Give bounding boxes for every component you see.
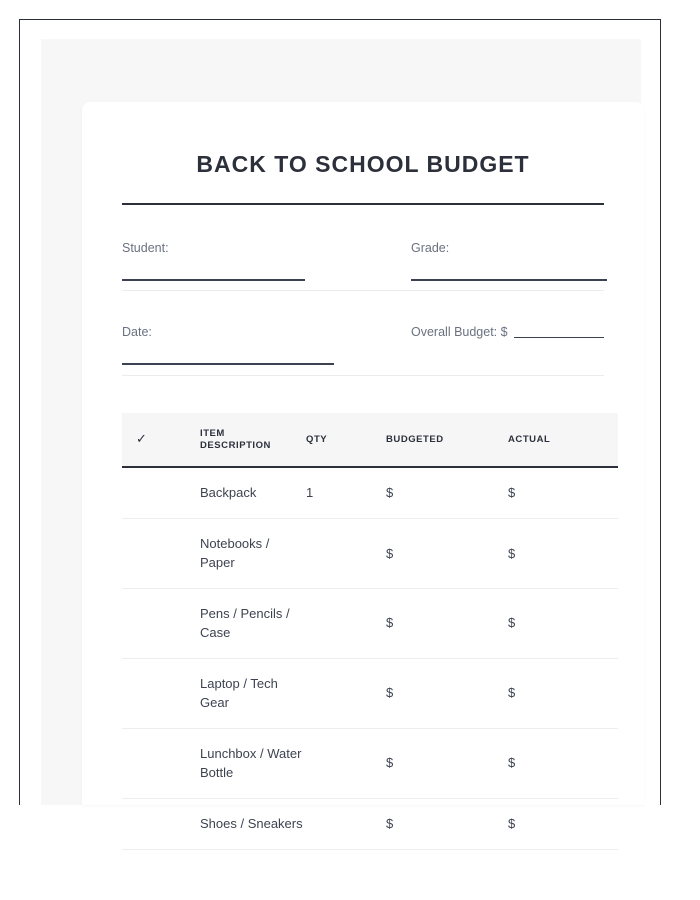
cell-budgeted[interactable]: $ bbox=[386, 589, 508, 659]
budget-table-header bbox=[122, 413, 618, 467]
document-viewport-frame bbox=[19, 19, 661, 831]
cell-item: Shoes / Sneakers bbox=[200, 798, 306, 849]
table-row[interactable] bbox=[122, 589, 618, 659]
cell-qty[interactable] bbox=[306, 659, 386, 729]
cell-qty[interactable] bbox=[306, 519, 386, 589]
table-row[interactable] bbox=[122, 729, 618, 799]
student-input-line[interactable] bbox=[122, 279, 305, 281]
column-header-actual: ACTUAL bbox=[508, 413, 618, 467]
column-header-item-description bbox=[200, 413, 306, 467]
table-row[interactable] bbox=[122, 798, 618, 849]
cell-actual[interactable]: $ bbox=[508, 589, 618, 659]
cell-qty[interactable] bbox=[306, 589, 386, 659]
cell-qty[interactable] bbox=[306, 798, 386, 849]
column-header-item-line2: DESCRIPTION bbox=[200, 439, 271, 451]
row-checkbox[interactable] bbox=[122, 467, 200, 519]
table-row[interactable] bbox=[122, 659, 618, 729]
student-info-form bbox=[122, 240, 604, 376]
form-row-student-grade bbox=[122, 240, 604, 291]
cell-budgeted[interactable]: $ bbox=[386, 729, 508, 799]
cell-actual[interactable]: $ bbox=[508, 519, 618, 589]
table-row[interactable] bbox=[122, 519, 618, 589]
cell-actual[interactable]: $ bbox=[508, 659, 618, 729]
form-row-date-budget bbox=[122, 324, 604, 376]
title-divider bbox=[122, 203, 604, 205]
checkmark-icon: ✓ bbox=[136, 431, 148, 447]
row-checkbox[interactable] bbox=[122, 659, 200, 729]
overall-budget-input-line[interactable] bbox=[514, 337, 604, 339]
field-student bbox=[122, 240, 363, 291]
table-row[interactable] bbox=[122, 467, 618, 519]
cell-budgeted[interactable]: $ bbox=[386, 519, 508, 589]
column-header-qty: QTY bbox=[306, 413, 386, 467]
cell-budgeted[interactable]: $ bbox=[386, 467, 508, 519]
cell-item: Pens / Pencils / Case bbox=[200, 589, 306, 659]
cell-qty[interactable] bbox=[306, 729, 386, 799]
field-grade bbox=[363, 240, 604, 291]
field-overall-budget bbox=[363, 324, 604, 376]
grade-input-line[interactable] bbox=[411, 279, 607, 281]
cell-item: Laptop / Tech Gear bbox=[200, 659, 306, 729]
column-header-budgeted: BUDGETED bbox=[386, 413, 508, 467]
student-label: Student: bbox=[122, 240, 169, 255]
cell-qty[interactable]: 1 bbox=[306, 467, 386, 519]
field-date bbox=[122, 324, 363, 376]
column-header-item-line1: ITEM bbox=[200, 427, 225, 439]
cell-actual[interactable]: $ bbox=[508, 729, 618, 799]
cell-item: Lunchbox / Water Bottle bbox=[200, 729, 306, 799]
date-input-line[interactable] bbox=[122, 363, 334, 365]
table-header-row bbox=[122, 413, 618, 467]
row-checkbox[interactable] bbox=[122, 798, 200, 849]
budget-table-body bbox=[122, 467, 618, 850]
row-checkbox[interactable] bbox=[122, 589, 200, 659]
date-label: Date: bbox=[122, 324, 152, 339]
cell-item: Notebooks / Paper bbox=[200, 519, 306, 589]
column-header-check bbox=[122, 413, 200, 467]
cell-item: Backpack bbox=[200, 467, 306, 519]
cell-actual[interactable]: $ bbox=[508, 798, 618, 849]
cell-actual[interactable]: $ bbox=[508, 467, 618, 519]
row-checkbox[interactable] bbox=[122, 729, 200, 799]
page-title: BACK TO SCHOOL BUDGET bbox=[196, 151, 530, 177]
overall-budget-label: Overall Budget: $ bbox=[411, 324, 508, 339]
grade-label: Grade: bbox=[411, 240, 450, 255]
row-checkbox[interactable] bbox=[122, 519, 200, 589]
page-backdrop bbox=[41, 39, 641, 831]
budget-document-card bbox=[82, 102, 644, 831]
cell-budgeted[interactable]: $ bbox=[386, 659, 508, 729]
budget-table bbox=[122, 413, 618, 851]
cell-budgeted[interactable]: $ bbox=[386, 798, 508, 849]
